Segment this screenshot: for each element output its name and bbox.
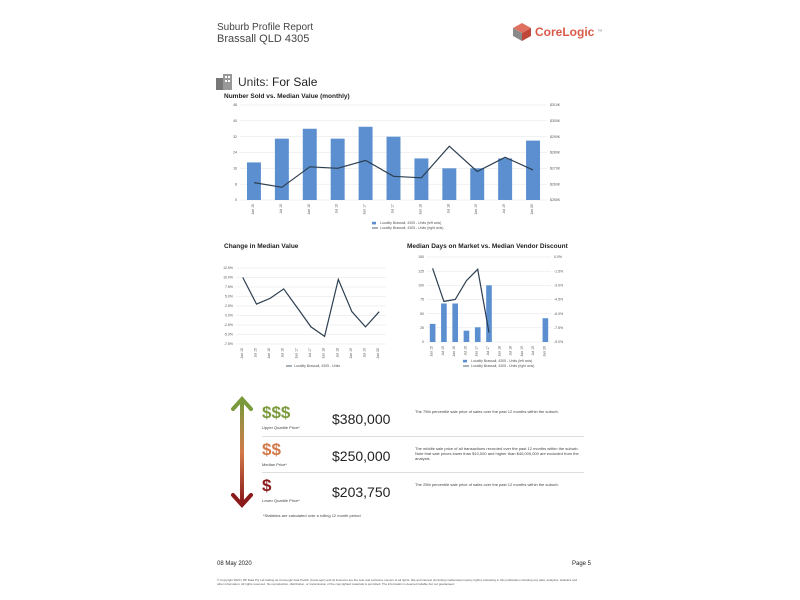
- legend-label: Locality Brassall, 4305 - Units (left axis): [471, 359, 533, 363]
- chart-sold-vs-value: [220, 100, 580, 235]
- x-tick-label: Jul 18: [446, 204, 451, 214]
- y-tick-label: -2.5%: [223, 323, 233, 328]
- copyright-notice: © Copyright 2020 | RP Data Pty Ltd trading as CoreLogic Asia Pacific (CoreLogic) and its licensors are the sole and exclusive owners of all rights, title and interest (including intellectual property rights) subsisting in this publication including any data, analytics, statistics and other information. All rights reserved. No reproduction, distribution, or transmission of the copyrighted materials is permitted. The information is deemed reliable but not guaranteed.: [217, 578, 578, 587]
- y-tick-label: 0: [235, 198, 237, 203]
- median-symbol: $$: [262, 440, 281, 459]
- y-tick-label: 12.5%: [223, 266, 233, 271]
- y2-tick-label: $250K: [550, 198, 561, 203]
- section-title: [216, 74, 317, 90]
- y2-tick-label: -1.5%: [554, 269, 564, 274]
- x-tick-label: Jan 17: [474, 346, 479, 357]
- report-subtitle: Brassall QLD 4305: [217, 33, 310, 45]
- y-tick-label: 24: [233, 150, 237, 155]
- y2-tick-label: 0.0%: [554, 255, 562, 260]
- brand-name: CoreLogic: [535, 25, 595, 39]
- y-tick-label: -5.0%: [223, 332, 233, 337]
- y-tick-label: 7.5%: [225, 285, 233, 290]
- x-tick-label: Jul 19: [502, 204, 507, 214]
- footer-date: 08 May 2020: [217, 561, 252, 567]
- x-tick-label: Jan 16: [306, 204, 311, 215]
- y2-tick-label: -3.0%: [554, 283, 564, 288]
- footer-page: Page 5: [572, 561, 592, 567]
- y-tick-label: 100: [418, 283, 424, 288]
- x-tick-label: Jan 20: [376, 348, 381, 359]
- corelogic-cube-icon: [512, 22, 532, 42]
- x-tick-label: Jul 16: [334, 204, 339, 214]
- footnote: *Statistics are calculated over a rolling 12 month period: [263, 513, 361, 518]
- x-tick-label: Jul 16: [463, 346, 468, 356]
- upper-quartile-value: $380,000: [332, 411, 391, 427]
- bar: [452, 303, 458, 342]
- x-tick-label: Jan 16: [452, 346, 457, 357]
- legend-label: Locality Brassall, 4305 - Units (right axis): [471, 364, 535, 368]
- building-icon: [216, 74, 232, 90]
- bar: [414, 158, 428, 200]
- x-tick-label: Jan 18: [321, 348, 326, 359]
- bar: [442, 168, 456, 200]
- legend-label: Locality Brassall, 4305 - Units (left axis): [380, 221, 442, 225]
- median-label: Median Price*: [262, 462, 287, 467]
- legend-label: Locality Brassall, 4305 - Units (right axis): [380, 226, 444, 230]
- bar: [303, 129, 317, 200]
- brand-trademark: ™: [597, 29, 603, 35]
- y-tick-label: 0.0%: [225, 313, 233, 318]
- chart-days-discount: [405, 252, 575, 372]
- y-tick-label: 0: [422, 340, 424, 345]
- x-tick-label: Jan 18: [418, 204, 423, 215]
- y2-tick-label: $280K: [550, 150, 561, 155]
- section-label: For Sale: [272, 75, 318, 89]
- legend-label: Locality Brassall, 4305 - Units: [294, 364, 341, 368]
- y2-tick-label: $300K: [550, 119, 561, 124]
- y-tick-label: 16: [233, 166, 237, 171]
- lower-quartile-label: Lower Quartile Price*: [262, 498, 300, 503]
- y-tick-label: 32: [233, 134, 237, 139]
- median-value: $250,000: [332, 448, 391, 464]
- legend-swatch: [372, 222, 376, 225]
- median-row: [262, 440, 584, 472]
- legend-swatch: [463, 360, 467, 363]
- y-tick-label: 40: [233, 119, 237, 124]
- y2-tick-label: $260K: [550, 182, 561, 187]
- x-tick-label: Jul 18: [508, 346, 513, 356]
- y-tick-label: 25: [420, 326, 424, 331]
- x-tick-label: Jul 17: [308, 348, 312, 358]
- report-title: Suburb Profile Report: [217, 22, 314, 33]
- bar: [543, 318, 549, 342]
- bar: [430, 324, 436, 342]
- series-line: [433, 268, 489, 332]
- y2-tick-label: $290K: [550, 134, 561, 139]
- bar: [387, 137, 401, 200]
- bar: [331, 139, 345, 200]
- x-tick-label: Jan 19: [519, 346, 524, 357]
- upper-quartile-desc: The 75th percentile sale price of sales over the past 12 months within the suburb.: [415, 409, 559, 414]
- divider: [262, 436, 584, 437]
- x-tick-label: Jan 17: [294, 348, 299, 359]
- x-tick-label: Jan 20: [542, 346, 547, 357]
- y2-tick-label: -6.0%: [554, 311, 564, 316]
- y-tick-label: 150: [418, 255, 424, 260]
- bar: [498, 158, 512, 200]
- upper-quartile-label: Upper Quartile Price*: [262, 425, 300, 430]
- lower-quartile-value: $203,750: [332, 484, 391, 500]
- bar: [247, 162, 261, 200]
- chart-change-median-title: Change in Median Value: [224, 243, 299, 250]
- chart-days-discount-title: Median Days on Market vs. Median Vendor Discount: [407, 243, 568, 250]
- y-tick-label: 8: [235, 182, 237, 187]
- y-tick-label: 2.5%: [225, 304, 233, 309]
- upper-quartile-symbol: $$$: [262, 403, 291, 422]
- x-tick-label: Jul 17: [390, 204, 395, 214]
- x-tick-label: Jan 16: [267, 348, 272, 359]
- y2-tick-label: -7.5%: [554, 326, 564, 331]
- y2-tick-label: -4.5%: [554, 297, 564, 302]
- x-tick-label: Jan 20: [530, 204, 535, 215]
- y2-tick-label: -9.0%: [554, 340, 564, 345]
- section-prefix: Units:: [238, 75, 269, 89]
- bar: [526, 141, 540, 200]
- y-tick-label: 125: [418, 269, 424, 274]
- bar: [486, 285, 492, 342]
- quartile-arrow-icon: [228, 396, 256, 508]
- y-tick-label: 75: [420, 297, 424, 302]
- bar: [441, 303, 447, 342]
- y2-tick-label: $310K: [550, 103, 561, 108]
- x-tick-label: Jan 19: [348, 348, 353, 359]
- y-tick-label: 5.0%: [225, 294, 233, 299]
- x-tick-label: Jul 15: [278, 204, 283, 214]
- x-tick-label: Jul 15: [440, 346, 445, 356]
- bar: [475, 327, 481, 342]
- y-tick-label: 48: [233, 103, 237, 108]
- median-desc: The middle sale price of all transactions recorded over the past 12 months within the suburb. Note that sale prices lower than $10,000 and higher than $40,000,000 are excluded from the analysis.: [415, 446, 579, 462]
- corelogic-logo: [512, 22, 602, 42]
- x-tick-label: Jul 19: [531, 346, 536, 356]
- bar: [470, 168, 484, 200]
- y-tick-label: 10.0%: [223, 275, 233, 280]
- upper-quartile-row: [262, 403, 584, 435]
- x-tick-label: Jul 17: [486, 346, 490, 356]
- bar: [275, 139, 289, 200]
- series-line: [243, 278, 379, 337]
- x-tick-label: Jul 16: [280, 348, 285, 358]
- lower-quartile-symbol: $: [262, 476, 272, 495]
- x-tick-label: Jan 19: [474, 204, 479, 215]
- x-tick-label: Jan 15: [429, 346, 434, 357]
- bar: [464, 331, 470, 342]
- x-tick-label: Jan 18: [497, 346, 502, 357]
- chart-sold-vs-value-title: Number Sold vs. Median Value (monthly): [224, 93, 350, 100]
- chart-change-median: [220, 252, 390, 372]
- y-tick-label: -7.5%: [223, 342, 233, 347]
- lower-quartile-row: [262, 476, 584, 508]
- divider: [262, 472, 584, 473]
- x-tick-label: Jan 17: [362, 204, 367, 215]
- x-tick-label: Jul 15: [253, 348, 258, 358]
- x-tick-label: Jul 19: [362, 348, 367, 358]
- lower-quartile-desc: The 25th percentile sale price of sales over the past 12 months within the suburb.: [415, 482, 559, 487]
- x-tick-label: Jan 15: [239, 348, 244, 359]
- y2-tick-label: $270K: [550, 166, 561, 171]
- x-tick-label: Jan 15: [250, 204, 255, 215]
- y-tick-label: 50: [420, 311, 424, 316]
- x-tick-label: Jul 18: [335, 348, 340, 358]
